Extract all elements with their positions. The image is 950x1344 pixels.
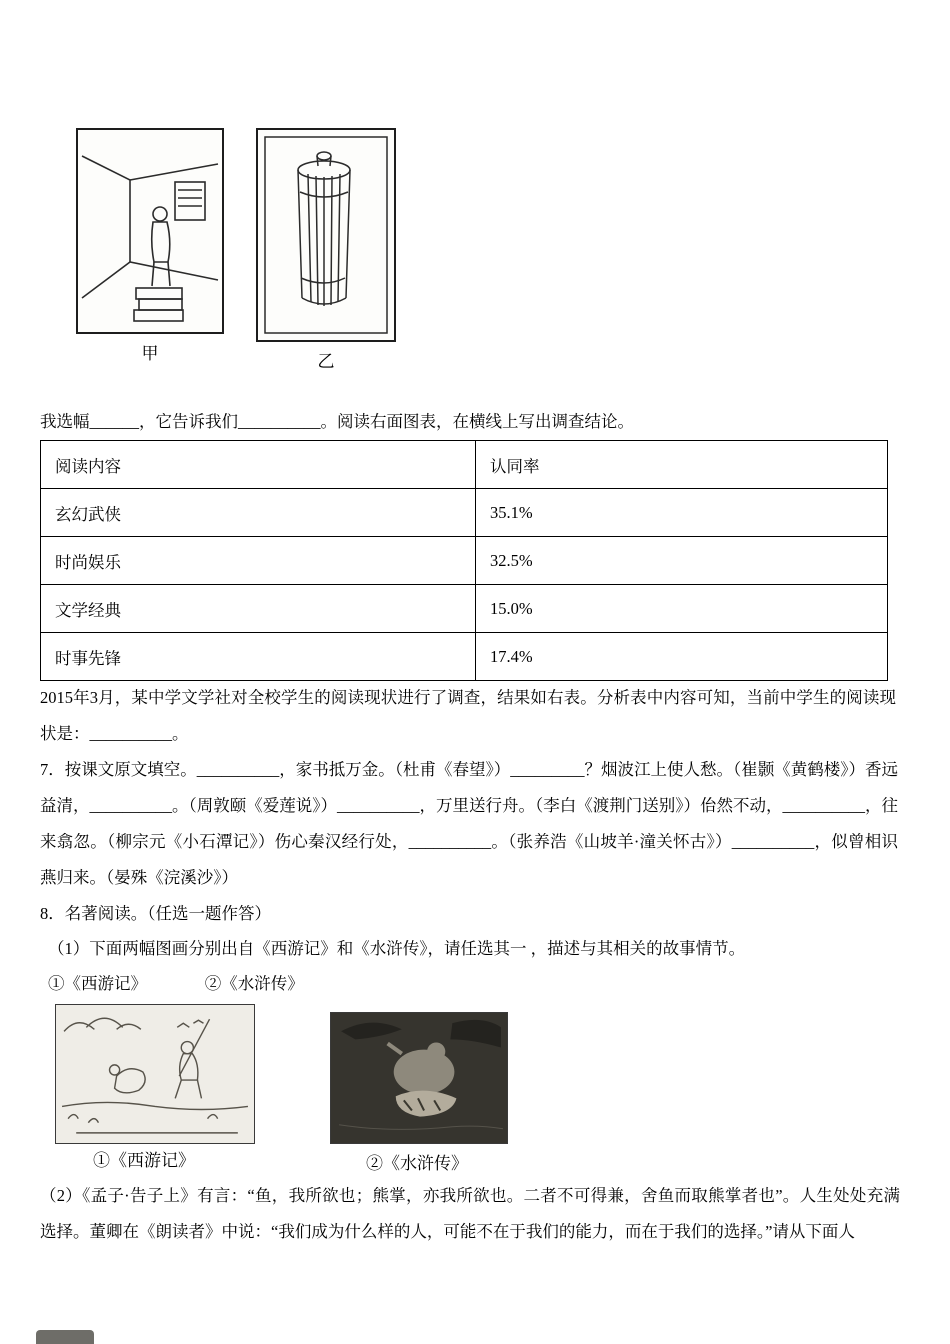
water-margin-sketch-icon [331, 1013, 507, 1143]
table-row [41, 633, 888, 681]
survey-table [40, 440, 888, 681]
partial-figure-cutoff [36, 1330, 94, 1344]
reading-person-sketch-icon [78, 130, 222, 332]
table-cell-category: 时尚娱乐 [41, 537, 476, 585]
table-row [41, 537, 888, 585]
table-header-rate: 认同率 [476, 441, 888, 489]
table-cell-category: 时事先锋 [41, 633, 476, 681]
table-cell-rate: 32.5% [476, 537, 888, 585]
figure-yi [256, 128, 396, 372]
figure-yi-illustration [256, 128, 396, 342]
top-figures-row [76, 128, 396, 372]
figure-xiyouji-illustration [55, 1004, 255, 1144]
survey-conclusion-paragraph: 2015年3月，某中学文学社对全校学生的阅读现状进行了调查，结果如右表。分析表中内容可知，当前中学生的阅读现状是：__________。 [40, 688, 896, 743]
question-8-item-1: （1）下面两幅图画分别出自《西游记》和《水浒传》，请任选其一 ，描述与其相关的故事情节。 [48, 939, 746, 958]
table-row [41, 585, 888, 633]
table-header-category: 阅读内容 [41, 441, 476, 489]
figure-jia-illustration [76, 128, 224, 334]
table-cell-category: 玄幻武侠 [41, 489, 476, 537]
table-row [41, 489, 888, 537]
table-cell-rate: 15.0% [476, 585, 888, 633]
table-header-row [41, 441, 888, 489]
table-cell-rate: 35.1% [476, 489, 888, 537]
figure-shuihuzhuan-illustration [330, 1012, 508, 1144]
figure-xiyouji-caption: ①《西游记》 [93, 1151, 195, 1170]
question-8-options: ①《西游记》 ②《水浒传》 [48, 974, 304, 993]
question-8-item-2: （2）《孟子·告子上》有言：“鱼，我所欲也；熊掌，亦我所欲也。二者不可得兼，舍鱼而取熊掌者也”。人生处处充满选择。董卿在《朗读者》中说：“我们成为什么样的人，可能不在于我们的能力，而在于我们的选择。”请从下面人 [40, 1186, 900, 1241]
table-cell-category: 文学经典 [41, 585, 476, 633]
figure-shuihuzhuan-caption: ②《水浒传》 [366, 1154, 468, 1173]
figure-jia-caption: 甲 [141, 344, 159, 363]
question-8-title: 8．名著阅读。（任选一题作答） [40, 904, 271, 923]
figure-yi-caption: 乙 [317, 352, 335, 371]
fill-blank-sentence: 我选幅______，它告诉我们__________。阅读右面图表，在横线上写出调查结论。 [40, 412, 634, 431]
bamboo-scroll-bundle-sketch-icon [258, 130, 394, 340]
figure-jia [76, 128, 224, 364]
figure-shuihuzhuan [330, 1012, 508, 1144]
question-7: 7．按课文原文填空。__________，家书抵万金。（杜甫《春望》）_________？烟波江上使人愁。（崔颢《黄鹤楼》）香远益清，__________。（周敦颐《爱莲说》）__________，万里送行舟。（李白《渡荆门送别》）佁然不动，__________，往来翕忽。（柳宗元《小石潭记》）伤心秦汉经行处，__________。（张养浩《山坡羊·潼关怀古》）__________，似曾相识燕归来。（晏殊《浣溪沙》） [40, 760, 898, 887]
figure-xiyouji [55, 1004, 255, 1144]
table-cell-rate: 17.4% [476, 633, 888, 681]
journey-to-the-west-sketch-icon [56, 1005, 254, 1143]
